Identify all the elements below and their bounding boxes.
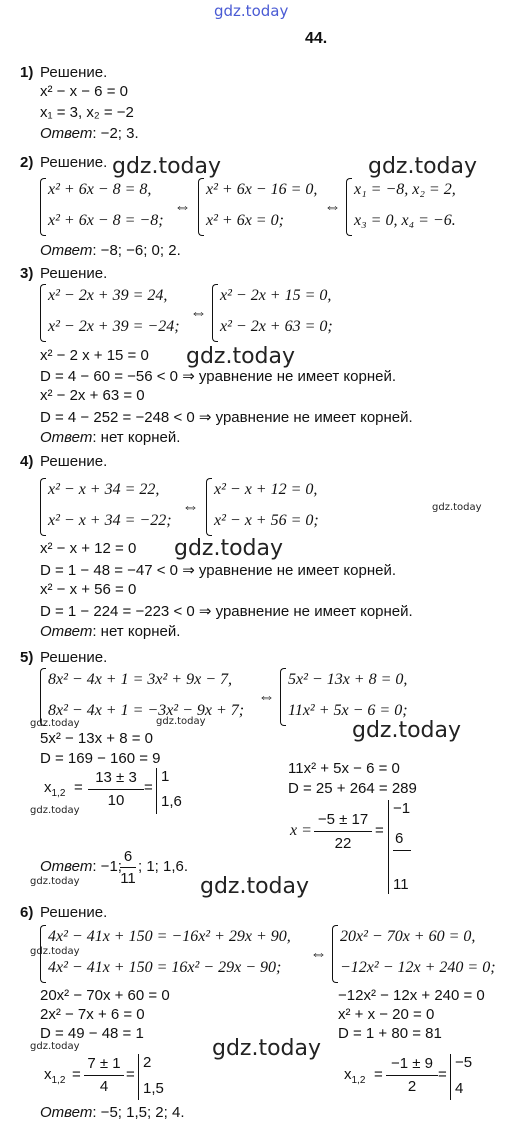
part2-root: x₁ = −8, x₂ = 2,	[354, 181, 456, 198]
equals-sign: =	[72, 1066, 81, 1083]
root-denominator: 11	[393, 876, 409, 893]
part6-heading: Решение.	[40, 904, 108, 921]
root-value: −5	[455, 1054, 473, 1071]
watermark: gdz.today	[200, 874, 310, 899]
part3-number: 3)	[20, 265, 34, 282]
part3-line: x² − 2 x + 15 = 0	[40, 347, 149, 364]
roots-bar	[138, 1054, 139, 1100]
set-bracket	[40, 478, 46, 536]
part4-eq: x² − x + 12 = 0,	[214, 481, 318, 498]
watermark: gdz.today	[30, 1041, 80, 1052]
set-bracket	[206, 478, 212, 536]
part5-line: D = 25 + 264 = 289	[288, 780, 417, 797]
answer-value: ; 1; 1,6.	[138, 858, 189, 875]
fraction-denominator: 11	[120, 870, 136, 887]
watermark-top: gdz.today	[214, 2, 289, 20]
equivalence-sign: ⇔	[258, 687, 275, 706]
set-bracket	[280, 668, 286, 726]
set-bracket	[346, 178, 352, 236]
part5-answer	[40, 858, 122, 875]
part4-line: x² − x + 56 = 0	[40, 581, 137, 598]
part4-eq: x² − x + 34 = 22,	[48, 481, 160, 498]
part4-eq: x² − x + 34 = −22;	[48, 512, 172, 529]
part1-line: x² − x − 6 = 0	[40, 83, 128, 100]
watermark: gdz.today	[30, 876, 80, 887]
watermark: gdz.today	[432, 502, 482, 513]
set-bracket	[332, 925, 338, 983]
fraction-numerator: 6	[123, 848, 133, 865]
part3-eq: x² − 2x + 39 = 24,	[48, 287, 168, 304]
part4-number: 4)	[20, 453, 34, 470]
part3-line: D = 4 − 252 = −248 < 0 ⇒ уравнение не имеет корней.	[40, 409, 413, 426]
watermark: gdz.today	[30, 718, 80, 729]
root-value: −1	[393, 800, 411, 817]
watermark: gdz.today	[30, 805, 80, 816]
part2-answer	[40, 242, 181, 259]
part4-eq: x² − x + 56 = 0;	[214, 512, 319, 529]
part1-number: 1)	[20, 64, 34, 81]
root-variable: $x_{1,2}$	[44, 779, 66, 799]
roots-bar	[388, 800, 389, 894]
equals-sign: =	[144, 779, 153, 796]
part3-line: x² − 2x + 63 = 0	[40, 387, 145, 404]
part4-line: D = 1 − 224 = −223 < 0 ⇒ уравнение не имеет корней.	[40, 603, 413, 620]
part6-line: 2x² − 7x + 6 = 0	[40, 1006, 145, 1023]
watermark: gdz.today	[30, 946, 80, 957]
fraction-denominator: 2	[407, 1078, 417, 1095]
root-value: 4	[455, 1080, 464, 1097]
part6-line: x² + x − 20 = 0	[338, 1006, 435, 1023]
root-value: 2	[143, 1054, 152, 1071]
part6-answer	[40, 1104, 185, 1121]
part2-eq: x² + 6x − 8 = 8,	[48, 181, 152, 198]
fraction-line	[386, 1075, 438, 1076]
part5-eq: 8x² − 4x + 1 = −3x² − 9x + 7;	[48, 702, 245, 719]
fraction-line	[314, 831, 372, 832]
part6-line: −12x² − 12x + 240 = 0	[338, 987, 485, 1004]
watermark: gdz.today	[174, 536, 284, 561]
part4-line: D = 1 − 48 = −47 < 0 ⇒ уравнение не имеет корней.	[40, 562, 397, 579]
equals-sign: =	[74, 779, 83, 796]
part6-number: 6)	[20, 904, 34, 921]
part3-answer	[40, 429, 180, 446]
root-variable: $x_{1,2}$	[44, 1066, 66, 1086]
fraction-numerator: 13 ± 3	[95, 769, 137, 786]
part6-eq: 4x² − 41x + 150 = −16x² + 29x + 90,	[48, 928, 291, 945]
fraction-denominator: 22	[334, 835, 352, 852]
answer-value: : нет корней.	[92, 623, 181, 640]
watermark: gdz.today	[186, 344, 296, 369]
part4-answer	[40, 623, 180, 640]
part5-heading: Решение.	[40, 649, 108, 666]
part6-eq: −12x² − 12x + 240 = 0;	[340, 959, 496, 976]
part4-line: x² − x + 12 = 0	[40, 540, 137, 557]
fraction-denominator: 4	[99, 1078, 109, 1095]
set-bracket	[40, 284, 46, 342]
equivalence-sign: ⇔	[182, 497, 199, 516]
fraction-line	[88, 789, 144, 790]
fraction-numerator: 7 ± 1	[87, 1055, 121, 1072]
roots-bar	[156, 768, 157, 814]
roots-bar	[450, 1054, 451, 1100]
part3-eq: x² − 2x + 15 = 0,	[220, 287, 332, 304]
part6-eq: 4x² − 41x + 150 = 16x² − 29x − 90;	[48, 959, 282, 976]
equals-sign: =	[375, 822, 384, 839]
fraction-numerator: −1 ± 9	[390, 1055, 433, 1072]
part5-line: D = 169 − 160 = 9	[40, 750, 161, 767]
part2-eq: x² + 6x − 8 = −8;	[48, 212, 164, 229]
answer-value: : −2; 3.	[92, 125, 139, 142]
fraction-line	[84, 1075, 124, 1076]
equivalence-sign: ⇔	[174, 197, 191, 216]
answer-value: : −1;	[92, 858, 122, 875]
equals-sign: =	[126, 1066, 135, 1083]
watermark: gdz.today	[156, 716, 206, 727]
fraction-line	[393, 850, 411, 851]
fraction-line	[120, 867, 136, 868]
answer-value: : −5; 1,5; 2; 4.	[92, 1104, 185, 1121]
root-numerator: 6	[395, 830, 404, 847]
root-variable: $x_{1,2}$	[344, 1066, 366, 1086]
part5-line: 5x² − 13x + 8 = 0	[40, 730, 153, 747]
part5-eq: 8x² − 4x + 1 = 3x² + 9x − 7,	[48, 671, 232, 688]
answer-label: Ответ	[40, 125, 93, 142]
fraction-numerator: −5 ± 17	[317, 811, 369, 828]
watermark: gdz.today	[212, 1036, 322, 1061]
part1-answer	[40, 125, 139, 142]
part5-eq: 5x² − 13x + 8 = 0,	[288, 671, 408, 688]
answer-label: Ответ	[40, 858, 93, 875]
equals-sign: =	[438, 1066, 447, 1083]
root-value: 1,5	[143, 1080, 164, 1097]
answer-value: : нет корней.	[92, 429, 181, 446]
part3-heading: Решение.	[40, 265, 108, 282]
part3-line: D = 4 − 60 = −56 < 0 ⇒ уравнение не имеет корней.	[40, 368, 397, 385]
answer-label: Ответ	[40, 1104, 93, 1121]
answer-value: : −8; −6; 0; 2.	[92, 242, 181, 259]
root-variable: x =	[290, 822, 312, 839]
part2-root: x₃ = 0, x₄ = −6.	[354, 212, 456, 229]
part2-heading: Решение.	[40, 154, 108, 171]
part6-line: 20x² − 70x + 60 = 0	[40, 987, 170, 1004]
root-value: 1	[161, 768, 170, 785]
answer-label: Ответ	[40, 623, 93, 640]
part1-heading: Решение.	[40, 64, 108, 81]
part2-eq: x² + 6x − 16 = 0,	[206, 181, 318, 198]
fraction-denominator: 10	[107, 792, 125, 809]
watermark: gdz.today	[352, 718, 462, 743]
part1-line: x₁ = 3, x₂ = −2	[40, 104, 134, 121]
equals-sign: =	[374, 1066, 383, 1083]
part5-line: 11x² + 5x − 6 = 0	[288, 760, 400, 777]
part3-eq: x² − 2x + 63 = 0;	[220, 318, 333, 335]
watermark: gdz.today	[112, 154, 222, 179]
system-bracket	[40, 178, 46, 236]
part6-line: D = 49 − 48 = 1	[40, 1025, 144, 1042]
root-value: 1,6	[161, 793, 182, 810]
part6-line: D = 1 + 80 = 81	[338, 1025, 442, 1042]
problem-number: 44.	[305, 30, 328, 47]
system-bracket	[198, 178, 204, 236]
part5-eq: 11x² + 5x − 6 = 0;	[288, 702, 408, 719]
part2-eq: x² + 6x = 0;	[206, 212, 284, 229]
part6-eq: 20x² − 70x + 60 = 0,	[340, 928, 476, 945]
part4-heading: Решение.	[40, 453, 108, 470]
answer-label: Ответ	[40, 429, 93, 446]
answer-label: Ответ	[40, 242, 93, 259]
part5-number: 5)	[20, 649, 34, 666]
equivalence-sign: ⇔	[324, 197, 341, 216]
equivalence-sign: ⇔	[190, 303, 207, 322]
part2-number: 2)	[20, 154, 34, 171]
set-bracket	[212, 284, 218, 342]
part3-eq: x² − 2x + 39 = −24;	[48, 318, 180, 335]
equivalence-sign: ⇔	[310, 944, 327, 963]
watermark: gdz.today	[368, 154, 478, 179]
